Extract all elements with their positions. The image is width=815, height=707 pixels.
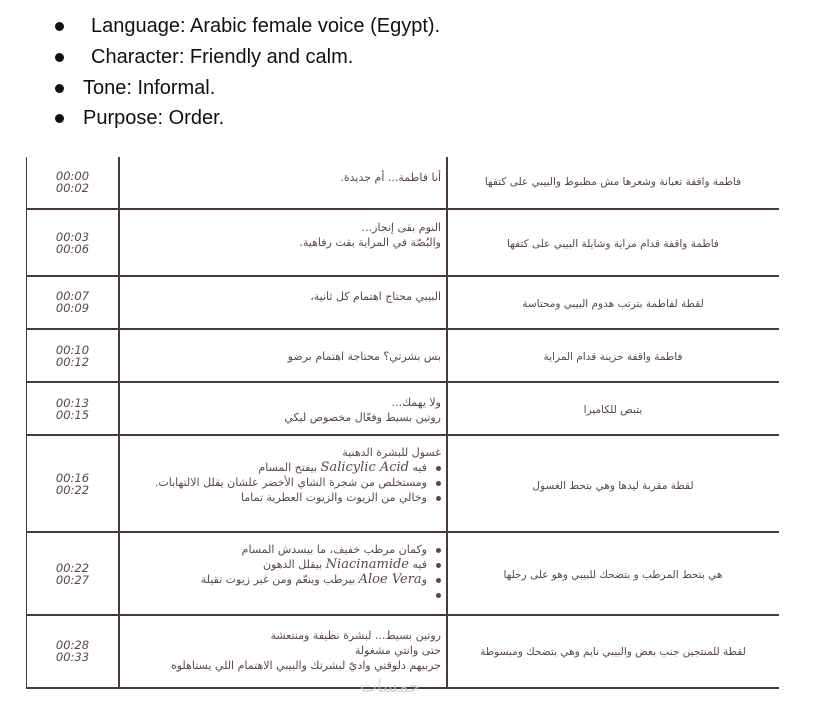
bullet <box>55 22 64 31</box>
list-item: فيه Salicylic Acid بيفتح المسام <box>123 460 441 475</box>
scene-cell: هي بتحط المرطب و بتضحك للبيبي وهو على رجلها <box>503 569 723 581</box>
row-divider <box>27 208 779 210</box>
bullet <box>436 481 441 486</box>
list-item: وكمان مرطب خفيف، ما بيسدش المسام <box>123 542 441 557</box>
voiceover-cell: البيبي محتاج اهتمام كل ثانية، <box>310 290 441 303</box>
scene-cell: فاطمة واقفة قدام مراية وشايلة البيبي على كتفها <box>507 238 719 250</box>
bullet <box>436 578 441 583</box>
list-item <box>123 587 441 602</box>
list-item: ومستخلص من شجرة الشاي الأخضر علشان يقلل الالتهابات. <box>123 475 441 490</box>
scene-cell: لقطة مقربة ليدها وهي بتحط الغسول <box>532 480 694 492</box>
timestamp-cell: 00:03 00:06 <box>55 230 90 256</box>
scene-cell: لقطة للمنتجين جنب بعض والبيبي نايم وهي بتضحك ومبسوطة <box>480 646 746 658</box>
list-item: فيه Niacinamide بيقلل الدهون <box>123 557 441 572</box>
timestamp-cell: 00:13 00:15 <box>55 396 90 422</box>
scene-cell: بتبص للكاميرا <box>583 404 643 416</box>
voiceover-cell: روتين بسيط... لبشرة نظيفة ومنتعشة حتى وانتي مشغولة جربيهم دلوقتي واديّ لبشرتك والبيبي الاهتمام اللي يستاهلوه <box>170 629 441 672</box>
timestamp-cell: 00:10 00:12 <box>55 343 90 369</box>
voiceover-cell: ولا يهمك... روتين بسيط وفعّال مخصوص ليكي <box>284 396 441 424</box>
timestamp-cell: 00:00 00:02 <box>55 169 90 195</box>
row-divider <box>27 531 779 533</box>
row-divider <box>27 614 779 616</box>
timestamp-cell: 00:22 00:27 <box>55 561 90 587</box>
row-divider <box>27 434 779 436</box>
row-divider <box>27 381 779 383</box>
timestamp-cell: 00:28 00:33 <box>55 638 90 664</box>
voiceover-cell: غسول للبشرة الدهنية فيه Salicylic Acid بيفتح المسام ومستخلص من شجرة الشاي الأخضر علشان يقلل الالتهابات. وخالي من الزيوت والزيوت العطرية تماما <box>123 445 441 505</box>
voiceover-cell: النوم بقى إنجاز... والبُصّة في المراية بقت رفاهية. <box>299 221 441 249</box>
list-item: وAloe Vera بيرطب وينعّم ومن غير زيوت تقيلة <box>123 572 441 587</box>
bullet <box>436 496 441 501</box>
list-item: وخالي من الزيوت والزيوت العطرية تماما <box>123 490 441 505</box>
voiceover-cell <box>123 542 441 602</box>
bullet <box>55 84 64 93</box>
timestamp-cell: 00:16 00:22 <box>55 471 90 497</box>
column-divider <box>118 157 120 687</box>
bullet <box>55 114 64 123</box>
bullet <box>436 563 441 568</box>
timestamp-cell: 00:07 00:09 <box>55 289 90 315</box>
row-divider <box>27 328 779 330</box>
bullet <box>436 548 441 553</box>
script-table <box>26 157 779 689</box>
bullet <box>55 53 64 62</box>
voiceover-cell: أنا فاطمة... أم جديدة. <box>340 171 441 184</box>
scene-cell: فاطمة واقفة تعبانة وشعرها مش مظبوط والبيبي على كتفها <box>484 176 742 188</box>
scene-cell: لقطة لفاطمة بترتب هدوم البيبي ومحتاسة <box>522 298 704 310</box>
bullet <box>436 593 441 598</box>
watermark: خمسات <box>360 676 421 697</box>
voiceover-cell: بس بشرتي؟ محتاجة اهتمام برضو <box>287 350 441 363</box>
bullet <box>436 466 441 471</box>
row-divider <box>27 275 779 277</box>
scene-cell: فاطمة واقفة حزينة قدام المراية <box>543 351 683 363</box>
